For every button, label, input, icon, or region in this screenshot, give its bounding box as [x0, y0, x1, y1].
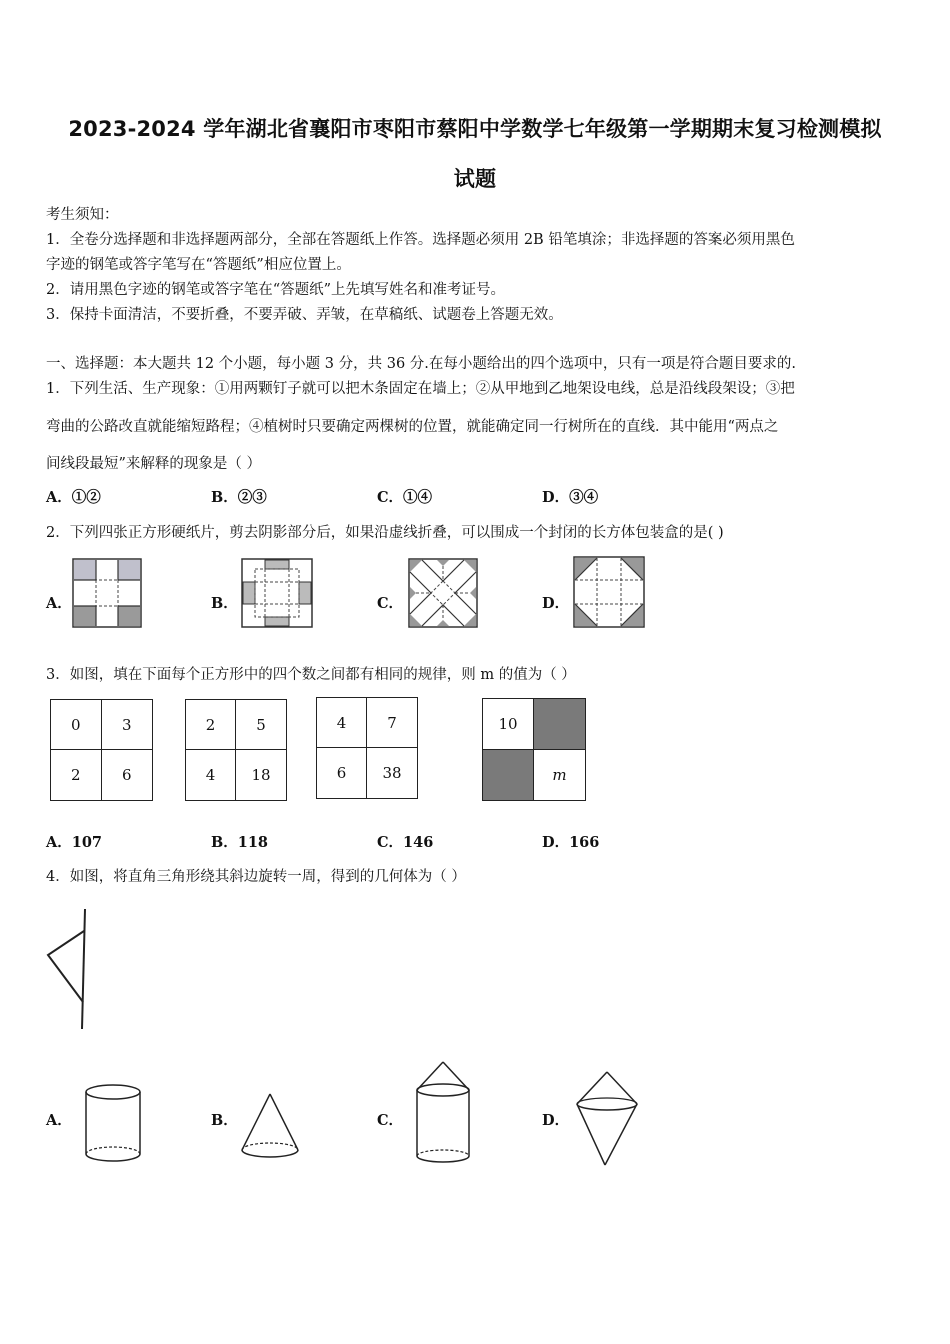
q1-option-b: B．②③: [211, 489, 267, 506]
q3-s2-cell-br: 18: [251, 766, 271, 784]
q3-s4-cell-tr-shaded: [534, 699, 585, 750]
q3-option-c: C．146: [377, 834, 434, 851]
q4-label-d: D．: [542, 1112, 570, 1129]
q3-s2-cell-bl: 4: [186, 750, 236, 800]
q3-s1-cell-br: 6: [121, 766, 132, 784]
section-heading: 一、选择题：本大题共 12 个小题，每小题 3 分，共 36 分.在每小题给出的四个选项中，只有一项是符合题目要求的.: [46, 356, 796, 372]
q1-option-c: C．①④: [377, 489, 433, 506]
page-title: 2023-2024 学年湖北省襄阳市枣阳市蔡阳中学数学七年级第一学期期末复习检测模拟: [68, 117, 882, 141]
q1-option-d: D．③④: [542, 489, 599, 506]
notice-item-3: 3．保持卡面清洁，不要折叠，不要弄破、弄皱，在草稿纸、试题卷上答题无效。: [46, 307, 563, 323]
q3-s3-cell-tr: 7: [367, 698, 417, 748]
q3-s1-cell-tl: 0: [51, 700, 102, 750]
q4-label-b: B．: [211, 1112, 238, 1129]
q2-text: 2．下列四张正方形硬纸片，剪去阴影部分后，如果沿虚线折叠，可以围成一个封闭的长方体包装盒的是( ): [46, 525, 724, 541]
page-title-line2: 试题: [453, 167, 497, 191]
q4-cylinder-figure: [82, 1082, 144, 1166]
q1-text-line2: 弯曲的公路改直就能缩短路程；④植树时只要确定两棵树的位置，就能确定同一行树所在的直线．其中能用“两点之: [46, 419, 779, 435]
q1-text-line1: 1．下列生活、生产现象：①用两颗钉子就可以把木条固定在墙上；②从甲地到乙地架设电线，总是沿线段架设；③把: [46, 381, 795, 397]
q2-label-b: B．: [211, 595, 238, 612]
notice-item-1-cont: 字迹的钢笔或答字笔写在“答题纸”相应位置上。: [46, 257, 351, 273]
q1-option-a: A．①②: [46, 489, 101, 506]
q3-s2-cell-tl: 2: [186, 700, 236, 750]
q3-s3-cell-bl: 6: [317, 748, 367, 798]
q4-text: 4．如图，将直角三角形绕其斜边旋转一周，得到的几何体为（ ）: [46, 869, 466, 885]
q3-s1-cell-tr: 3: [102, 700, 153, 750]
q3-option-a: A．107: [46, 834, 103, 851]
q2-label-d: D．: [542, 595, 570, 612]
q4-cone-figure: [238, 1090, 302, 1162]
q3-square-2: [185, 699, 287, 801]
q2-figure-b: [241, 558, 313, 628]
q3-s3-cell-tl: 4: [317, 698, 367, 748]
q4-cone-cylinder-figure: [410, 1058, 476, 1170]
notice-item-1: 1．全卷分选择题和非选择题两部分，全部在答题纸上作答。选择题必须用 2B 铅笔填涂；非选择题的答案必须用黑色: [46, 232, 795, 248]
q4-label-a: A．: [46, 1112, 72, 1129]
q3-s4-cell-tl: 10: [483, 699, 534, 750]
q3-option-d: D．166: [542, 834, 600, 851]
q4-right-triangle-figure: [44, 905, 94, 1033]
q4-label-c: C．: [377, 1112, 404, 1129]
q3-s4-cell-br: m: [552, 765, 567, 784]
q2-label-a: A．: [46, 595, 72, 612]
q2-figure-a: [72, 558, 142, 628]
q4-double-cone-figure: [572, 1068, 642, 1170]
q3-s2-cell-tr: 5: [236, 700, 286, 750]
q3-text: 3．如图，填在下面每个正方形中的四个数之间都有相同的规律，则 m 的值为（ ）: [46, 667, 576, 683]
q3-option-b: B．118: [211, 834, 269, 851]
q1-text-line3: 间线段最短”来解释的现象是（ ）: [46, 456, 262, 472]
notice-heading: 考生须知：: [46, 207, 119, 223]
q3-s3-cell-br: 38: [382, 764, 402, 782]
q3-square-4: [482, 698, 586, 801]
q2-figure-c: [408, 558, 478, 628]
q2-figure-d: [573, 556, 645, 628]
q3-square-1: [50, 699, 153, 801]
q3-square-3: [316, 697, 418, 799]
q3-s4-cell-bl-shaded: [483, 750, 534, 801]
q2-label-c: C．: [377, 595, 404, 612]
notice-item-2: 2．请用黑色字迹的钢笔或答字笔在“答题纸”上先填写姓名和准考证号。: [46, 282, 506, 298]
q3-s1-cell-bl: 2: [51, 750, 102, 800]
